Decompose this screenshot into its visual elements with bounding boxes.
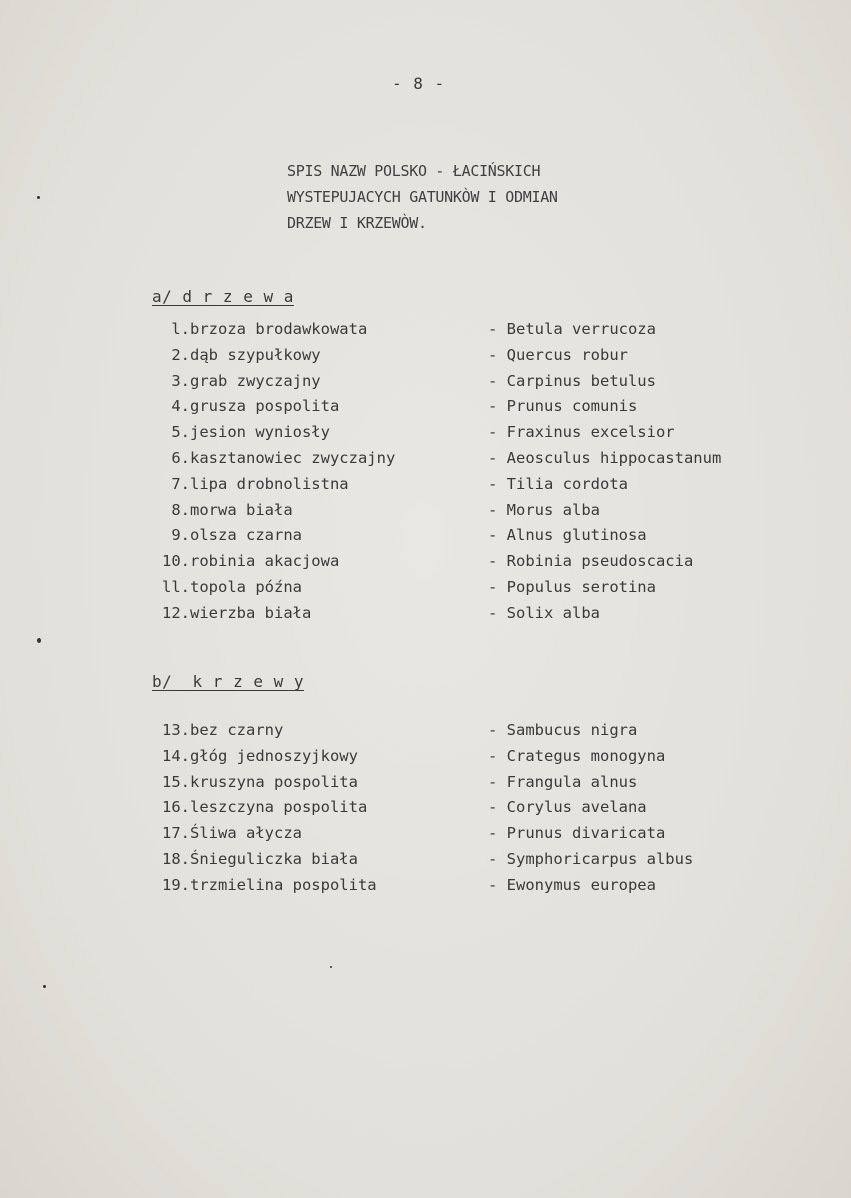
list-item — [0, 423, 851, 449]
latin-name: - Ewonymus europea — [488, 875, 656, 894]
polish-name: 3.grab zwyczajny — [162, 371, 321, 390]
latin-name: - Corylus avelana — [488, 798, 647, 817]
latin-name: - Carpinus betulus — [488, 371, 656, 390]
paper-speck — [43, 985, 46, 988]
section-trees-heading: a/ d r z e w a — [152, 287, 294, 306]
polish-name: 13.bez czarny — [162, 721, 284, 739]
shrubs-list — [0, 721, 851, 902]
latin-name: - Prunus divaricata — [488, 824, 666, 843]
polish-name: 8.morwa biała — [162, 500, 293, 519]
polish-name: 15.kruszyna pospolita — [162, 772, 358, 791]
latin-name: - Tilia cordota — [488, 474, 628, 493]
polish-name: 14.głóg jednoszyjkowy — [162, 746, 358, 765]
polish-name: 17.Śliwa ałycza — [162, 824, 302, 843]
list-item — [0, 320, 851, 346]
list-item — [0, 578, 851, 604]
list-item — [0, 850, 851, 876]
polish-name: 5.jesion wyniosły — [162, 423, 330, 442]
latin-name: - Frangula alnus — [488, 772, 638, 791]
list-item — [0, 346, 851, 372]
latin-name: - Betula verrucoza — [488, 320, 656, 338]
list-item — [0, 721, 851, 747]
polish-name: 4.grusza pospolita — [162, 397, 340, 416]
list-item — [0, 501, 851, 527]
latin-name: - Alnus glutinosa — [488, 526, 647, 545]
paper-speck — [37, 196, 40, 199]
list-item — [0, 824, 851, 850]
latin-name: - Symphoricarpus albus — [488, 849, 694, 868]
latin-name: - Robinia pseudoscacia — [488, 552, 694, 571]
latin-name: - Crategus monogyna — [488, 746, 666, 765]
document-title — [287, 158, 558, 236]
trees-list — [0, 320, 851, 630]
latin-name: - Prunus comunis — [488, 397, 638, 416]
polish-name: 18.Śnieguliczka biała — [162, 849, 358, 868]
polish-name: 16.leszczyna pospolita — [162, 798, 368, 817]
list-item — [0, 449, 851, 475]
polish-name: 7.lipa drobnolistna — [162, 474, 349, 493]
list-item — [0, 747, 851, 773]
title-line: DRZEW I KRZEWÒW. — [287, 214, 427, 232]
latin-name: - Quercus robur — [488, 345, 628, 364]
polish-name: 2.dąb szypułkowy — [162, 345, 321, 364]
latin-name: - Morus alba — [488, 500, 600, 519]
list-item — [0, 604, 851, 630]
latin-name: - Sambucus nigra — [488, 721, 638, 739]
latin-name: - Populus serotina — [488, 577, 656, 596]
list-item — [0, 475, 851, 501]
list-item — [0, 552, 851, 578]
section-shrubs-heading: b/ k r z e w y — [152, 672, 304, 691]
list-item — [0, 798, 851, 824]
polish-name: l.brzoza brodawkowata — [162, 320, 368, 338]
page-number: - 8 - — [392, 74, 446, 93]
polish-name: 12.wierzba biała — [162, 603, 312, 622]
list-item — [0, 876, 851, 902]
latin-name: - Fraxinus excelsior — [488, 423, 675, 442]
polish-name: ll.topola późna — [162, 577, 302, 596]
polish-name: 6.kasztanowiec zwyczajny — [162, 448, 396, 467]
list-item — [0, 372, 851, 398]
title-line: SPIS NAZW POLSKO - ŁACIŃSKICH — [287, 162, 541, 180]
polish-name: 19.trzmielina pospolita — [162, 875, 377, 894]
paper-speck — [330, 966, 332, 968]
list-item — [0, 526, 851, 552]
latin-name: - Aeosculus hippocastanum — [488, 448, 722, 467]
polish-name: 10.robinia akacjowa — [162, 552, 340, 571]
polish-name: 9.olsza czarna — [162, 526, 302, 545]
title-line: WYSTEPUJACYCH GATUNKÒW I ODMIAN — [287, 188, 558, 206]
latin-name: - Solix alba — [488, 603, 600, 622]
list-item — [0, 397, 851, 423]
list-item — [0, 773, 851, 799]
paper-speck — [37, 638, 41, 643]
